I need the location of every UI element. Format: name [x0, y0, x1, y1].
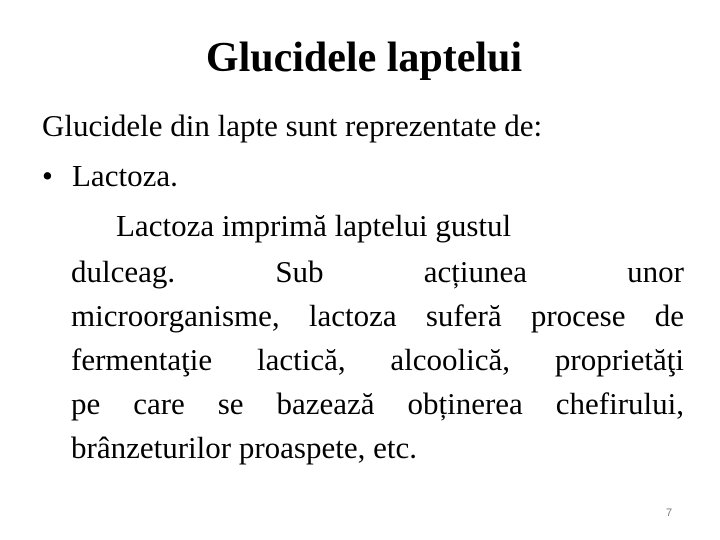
bullet-symbol: •	[42, 158, 53, 193]
paragraph-line-1: Lactoza imprimă laptelui gustul	[116, 208, 512, 243]
bullet-text: Lactoza.	[72, 158, 178, 193]
paragraph-line-5: pe care se bazează obținerea chefirului,	[71, 386, 684, 421]
paragraph-line-2: dulceag. Sub acțiunea unor	[71, 254, 684, 289]
paragraph-line-6: brânzeturilor proaspete, etc.	[71, 430, 417, 465]
bullet-item	[42, 156, 178, 196]
paragraph-line-3: microorganisme, lactoza suferă procese de	[71, 298, 684, 333]
paragraph-line-4: fermentaţie lactică, alcoolică, proprietăţi	[71, 342, 684, 377]
page-number: 7	[666, 507, 673, 519]
intro-text: Glucidele din lapte sunt reprezentate de:	[42, 108, 543, 143]
slide-title: Glucidele laptelui	[205, 35, 523, 81]
